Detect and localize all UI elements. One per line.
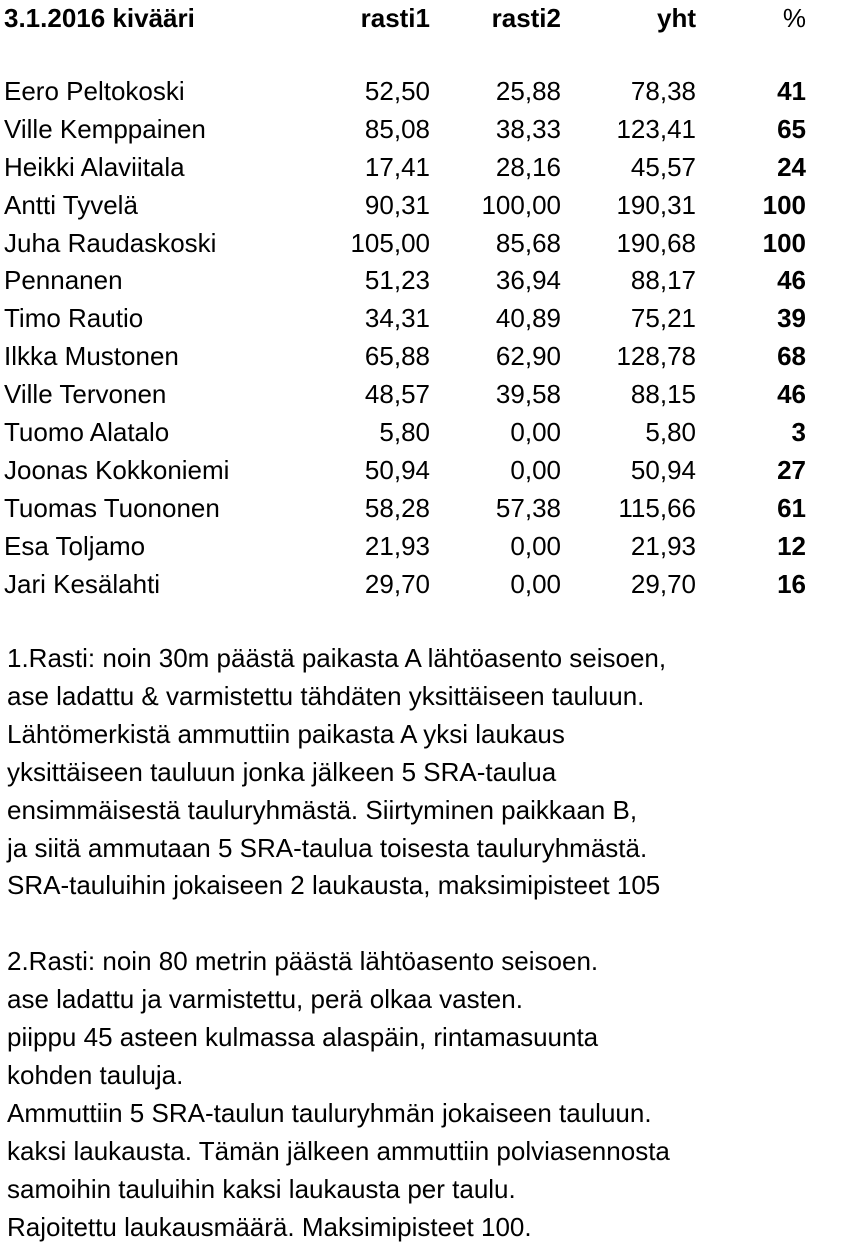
rasti2-score: 36,94 [495, 265, 561, 296]
column-header-total: yht [657, 3, 696, 33]
rasti1-score: 50,94 [364, 454, 430, 485]
rasti1-score: 51,23 [364, 265, 430, 296]
shooter-name: Ville Kemppainen [4, 113, 206, 144]
total-score: 115,66 [618, 492, 696, 523]
total-score: 88,17 [630, 265, 696, 296]
rasti1-score: 21,93 [364, 530, 430, 561]
note-line: Ammuttiin 5 SRA-taulun tauluryhmän jokaiseen tauluun. [7, 1097, 652, 1128]
rasti2-score: 38,33 [495, 113, 561, 144]
table-row [4, 187, 806, 225]
rasti1-score: 105,00 [350, 227, 430, 258]
column-header-rasti1: rasti1 [360, 3, 430, 33]
total-score: 5,80 [645, 417, 696, 448]
table-row [4, 262, 806, 300]
percent-score: 24 [777, 151, 806, 182]
table-row [4, 566, 806, 604]
percent-score: 68 [777, 341, 806, 372]
note-line: kaksi laukausta. Tämän jälkeen ammuttiin polviasennosta [7, 1135, 670, 1166]
total-score: 50,94 [630, 454, 696, 485]
table-row [4, 338, 806, 376]
note-line: ja siitä ammutaan 5 SRA-taulua toisesta tauluryhmästä. [7, 832, 648, 863]
rasti1-score: 85,08 [364, 113, 430, 144]
rasti1-score: 48,57 [364, 379, 430, 410]
total-score: 190,31 [616, 189, 696, 220]
note-line: ase ladattu ja varmistettu, perä olkaa vasten. [7, 984, 523, 1015]
note-line: ensimmäisestä tauluryhmästä. Siirtyminen paikkaan B, [7, 794, 638, 825]
note-line: kohden tauluja. [7, 1059, 184, 1090]
shooter-name: Eero Peltokoski [4, 75, 185, 106]
shooter-name: Ville Tervonen [4, 379, 167, 410]
stage-notes [7, 640, 847, 1246]
note-line: piippu 45 asteen kulmassa alaspäin, rintamasuunta [7, 1022, 599, 1053]
note-line: 2.Rasti: noin 80 metrin päästä lähtöasento seisoen. [7, 946, 599, 977]
shooter-name: Joonas Kokkoniemi [4, 454, 230, 485]
rasti2-score: 0,00 [510, 417, 561, 448]
total-score: 190,68 [616, 227, 696, 258]
table-row [4, 73, 806, 111]
table-row [4, 376, 806, 414]
page-title: 3.1.2016 kivääri [4, 3, 195, 33]
note-line: ase ladattu & varmistettu tähdäten yksittäiseen tauluun. [7, 680, 645, 711]
rasti2-score: 0,00 [510, 568, 561, 599]
table-row [4, 414, 806, 452]
percent-score: 46 [777, 265, 806, 296]
rasti2-score: 0,00 [510, 454, 561, 485]
percent-score: 41 [777, 75, 806, 106]
percent-score: 3 [791, 417, 806, 448]
percent-score: 100 [762, 189, 806, 220]
shooter-name: Pennanen [4, 265, 123, 296]
table-row [4, 149, 806, 187]
table-row [4, 300, 806, 338]
percent-score: 39 [777, 303, 806, 334]
rasti1-score: 65,88 [364, 341, 430, 372]
shooter-name: Heikki Alaviitala [4, 151, 185, 182]
header-row [4, 0, 806, 38]
note-line: samoihin tauluihin kaksi laukausta per taulu. [7, 1173, 516, 1204]
rasti2-score: 25,88 [495, 75, 561, 106]
total-score: 29,70 [630, 568, 696, 599]
note-line: yksittäiseen tauluun jonka jälkeen 5 SRA-taulua [7, 756, 557, 787]
rasti2-score: 28,16 [495, 151, 561, 182]
table-row [4, 528, 806, 566]
total-score: 78,38 [630, 75, 696, 106]
table-row [4, 225, 806, 263]
percent-score: 27 [777, 454, 806, 485]
results-table [4, 0, 806, 604]
rasti1-score: 17,41 [364, 151, 430, 182]
shooter-name: Esa Toljamo [4, 530, 146, 561]
percent-score: 100 [762, 227, 806, 258]
shooter-name: Tuomo Alatalo [4, 417, 170, 448]
percent-score: 16 [777, 568, 806, 599]
total-score: 88,15 [630, 379, 696, 410]
note-line: 1.Rasti: noin 30m päästä paikasta A lähtöasento seisoen, [7, 643, 667, 673]
note-line: SRA-tauluihin jokaiseen 2 laukausta, maksimipisteet 105 [7, 870, 661, 901]
percent-score: 65 [777, 113, 806, 144]
rasti2-score: 100,00 [481, 189, 561, 220]
total-score: 45,57 [630, 151, 696, 182]
column-header-rasti2: rasti2 [491, 3, 561, 33]
rasti1-score: 58,28 [364, 492, 430, 523]
stage-1-description [7, 640, 847, 905]
table-row [4, 111, 806, 149]
shooter-name: Ilkka Mustonen [4, 341, 179, 372]
total-score: 21,93 [630, 530, 696, 561]
shooter-name: Tuomas Tuononen [4, 492, 220, 523]
rasti2-score: 39,58 [495, 379, 561, 410]
table-row [4, 452, 806, 490]
rasti2-score: 85,68 [495, 227, 561, 258]
rasti2-score: 0,00 [510, 530, 561, 561]
shooter-name: Jari Kesälahti [4, 568, 161, 599]
stage-2-description [7, 943, 847, 1246]
results-body [4, 38, 806, 604]
percent-score: 12 [777, 530, 806, 561]
table-row [4, 490, 806, 528]
note-line: Lähtömerkistä ammuttiin paikasta A yksi laukaus [7, 718, 565, 749]
total-score: 75,21 [630, 303, 696, 334]
rasti1-score: 29,70 [364, 568, 430, 599]
column-header-percent: % [782, 3, 806, 33]
total-score: 128,78 [616, 341, 696, 372]
notes-gap [7, 905, 847, 943]
rasti2-score: 40,89 [495, 303, 561, 334]
rasti2-score: 57,38 [495, 492, 561, 523]
percent-score: 61 [777, 492, 806, 523]
spacer-row [4, 38, 806, 73]
rasti2-score: 62,90 [495, 341, 561, 372]
rasti1-score: 5,80 [379, 417, 430, 448]
shooter-name: Juha Raudaskoski [4, 227, 217, 258]
rasti1-score: 52,50 [364, 75, 430, 106]
total-score: 123,41 [616, 113, 696, 144]
shooter-name: Timo Rautio [4, 303, 144, 334]
rasti1-score: 34,31 [364, 303, 430, 334]
note-line: Rajoitettu laukausmäärä. Maksimipisteet 100. [7, 1211, 532, 1242]
rasti1-score: 90,31 [364, 189, 430, 220]
percent-score: 46 [777, 379, 806, 410]
shooter-name: Antti Tyvelä [4, 189, 138, 220]
